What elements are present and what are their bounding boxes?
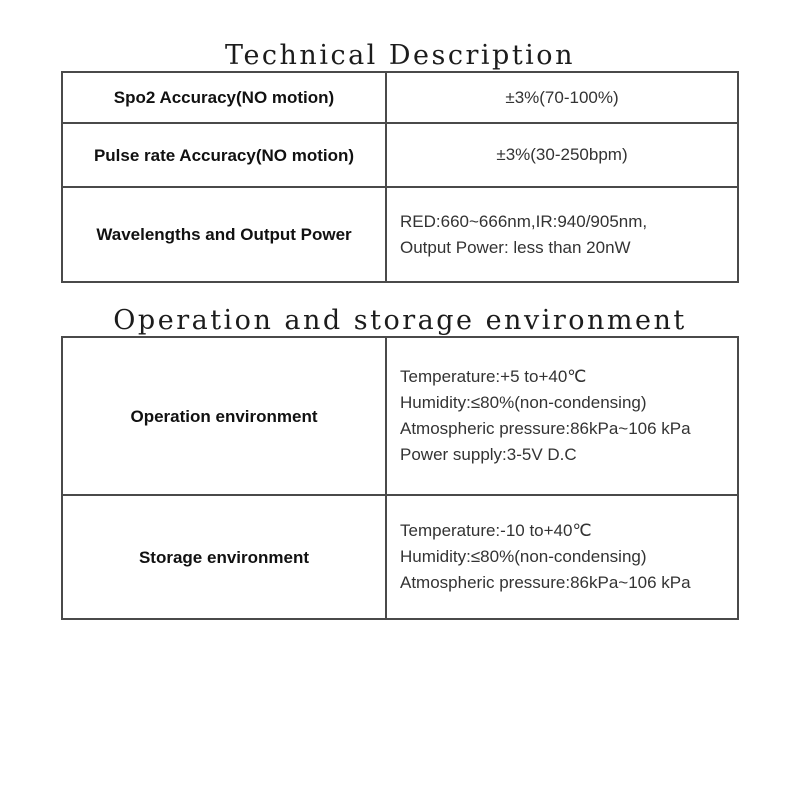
technical-description-table (61, 71, 739, 283)
spec-label-operation-environment: Operation environment (62, 337, 386, 495)
spec-label-storage-environment: Storage environment (62, 495, 386, 619)
value-line: Temperature:-10 to+40℃ (400, 521, 592, 540)
spec-value-operation-environment (386, 337, 738, 495)
table-row (62, 72, 738, 123)
spec-value-spo2-accuracy: ±3%(70-100%) (386, 72, 738, 123)
spec-label-pulse-rate-accuracy: Pulse rate Accuracy(NO motion) (62, 123, 386, 187)
table-row (62, 123, 738, 187)
value-line: Humidity:≤80%(non-condensing) (400, 393, 647, 412)
value-line: Temperature:+5 to+40℃ (400, 367, 587, 386)
spec-value-wavelengths-output-power (386, 187, 738, 282)
value-line: Atmospheric pressure:86kPa~106 kPa (400, 419, 691, 438)
table-row (62, 337, 738, 495)
spec-value-storage-environment (386, 495, 738, 619)
table-row (62, 495, 738, 619)
value-line: Atmospheric pressure:86kPa~106 kPa (400, 573, 691, 592)
environment-table (61, 336, 739, 620)
value-line: RED:660~666nm,IR:940/905nm, (400, 211, 648, 231)
spec-value-pulse-rate-accuracy: ±3%(30-250bpm) (386, 123, 738, 187)
table-row (62, 187, 738, 282)
spec-label-wavelengths-output-power: Wavelengths and Output Power (62, 187, 386, 282)
page-title: Technical Description (225, 40, 575, 71)
value-line: Humidity:≤80%(non-condensing) (400, 547, 647, 566)
section-title: Operation and storage environment (113, 305, 687, 336)
value-line: Power supply:3-5V D.C (400, 445, 577, 464)
value-line: Output Power: less than 20nW (400, 237, 631, 257)
spec-label-spo2-accuracy: Spo2 Accuracy(NO motion) (62, 72, 386, 123)
